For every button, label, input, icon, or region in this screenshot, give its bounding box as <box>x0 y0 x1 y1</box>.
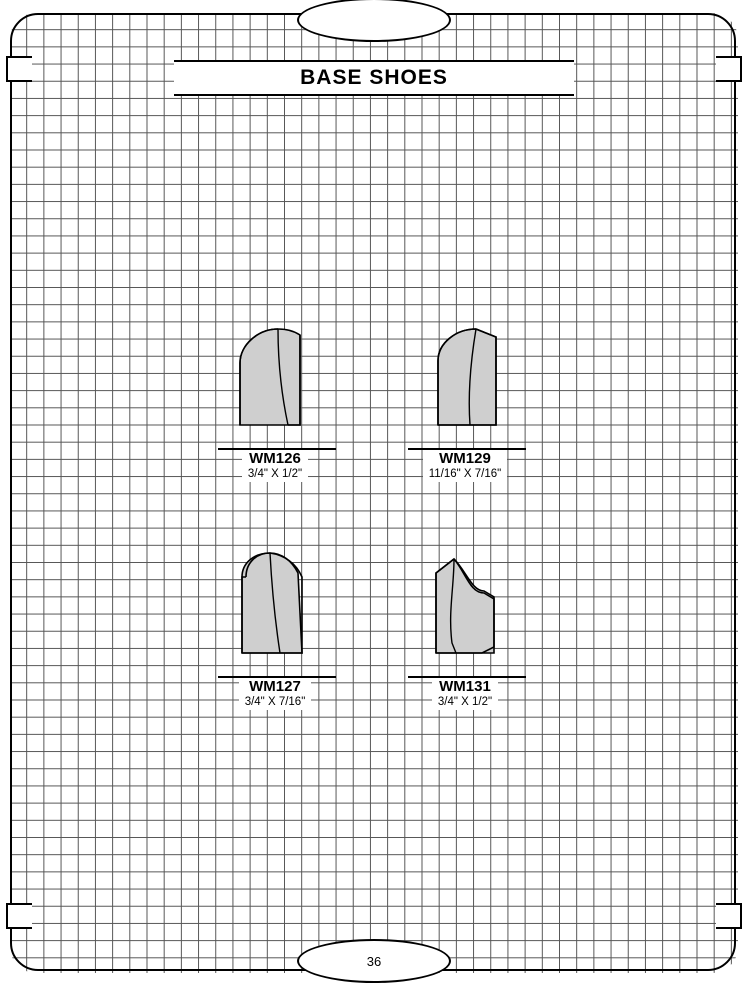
corner-notch-top-right <box>716 56 742 82</box>
profile-item-wm131 <box>375 543 555 710</box>
underline-wm126 <box>218 448 336 450</box>
graph-paper-background <box>10 13 738 973</box>
profile-size: 3/4" X 7/16" <box>244 696 306 708</box>
profile-label-wm126 <box>242 450 308 482</box>
profile-code: WM126 <box>249 450 301 467</box>
corner-notch-bottom-left <box>6 903 32 929</box>
page-number: 36 <box>366 953 382 969</box>
profile-drawing-wm129 <box>375 315 555 450</box>
title-tab-ellipse <box>297 0 451 42</box>
profile-size: 3/4" X 1/2" <box>437 696 493 708</box>
profile-drawing-wm126 <box>185 315 365 450</box>
wm127-profile-svg <box>220 543 330 673</box>
profile-code: WM127 <box>249 678 301 695</box>
underline-wm127 <box>218 676 336 678</box>
profile-label-wm131 <box>432 678 498 710</box>
wm126-profile-svg <box>220 315 330 445</box>
profile-item-wm129 <box>375 315 555 482</box>
wm129-profile-svg <box>410 315 520 445</box>
profile-label-wm129 <box>423 450 508 482</box>
profile-size: 11/16" X 7/16" <box>428 468 502 480</box>
profile-code: WM129 <box>439 450 491 467</box>
profile-drawing-wm131 <box>375 543 555 678</box>
page-title: BASE SHOES <box>300 66 448 89</box>
profile-drawing-wm127 <box>185 543 365 678</box>
corner-notch-top-left <box>6 56 32 82</box>
profile-size: 3/4" X 1/2" <box>247 468 303 480</box>
profile-code: WM131 <box>439 678 491 695</box>
underline-wm129 <box>408 448 526 450</box>
profile-item-wm127 <box>185 543 365 710</box>
corner-notch-bottom-right <box>716 903 742 929</box>
profile-label-wm127 <box>239 678 312 710</box>
page-number-tab <box>297 939 451 983</box>
profile-item-wm126 <box>185 315 365 482</box>
underline-wm131 <box>408 676 526 678</box>
page-title-banner <box>174 60 574 96</box>
wm131-profile-svg <box>410 543 520 673</box>
